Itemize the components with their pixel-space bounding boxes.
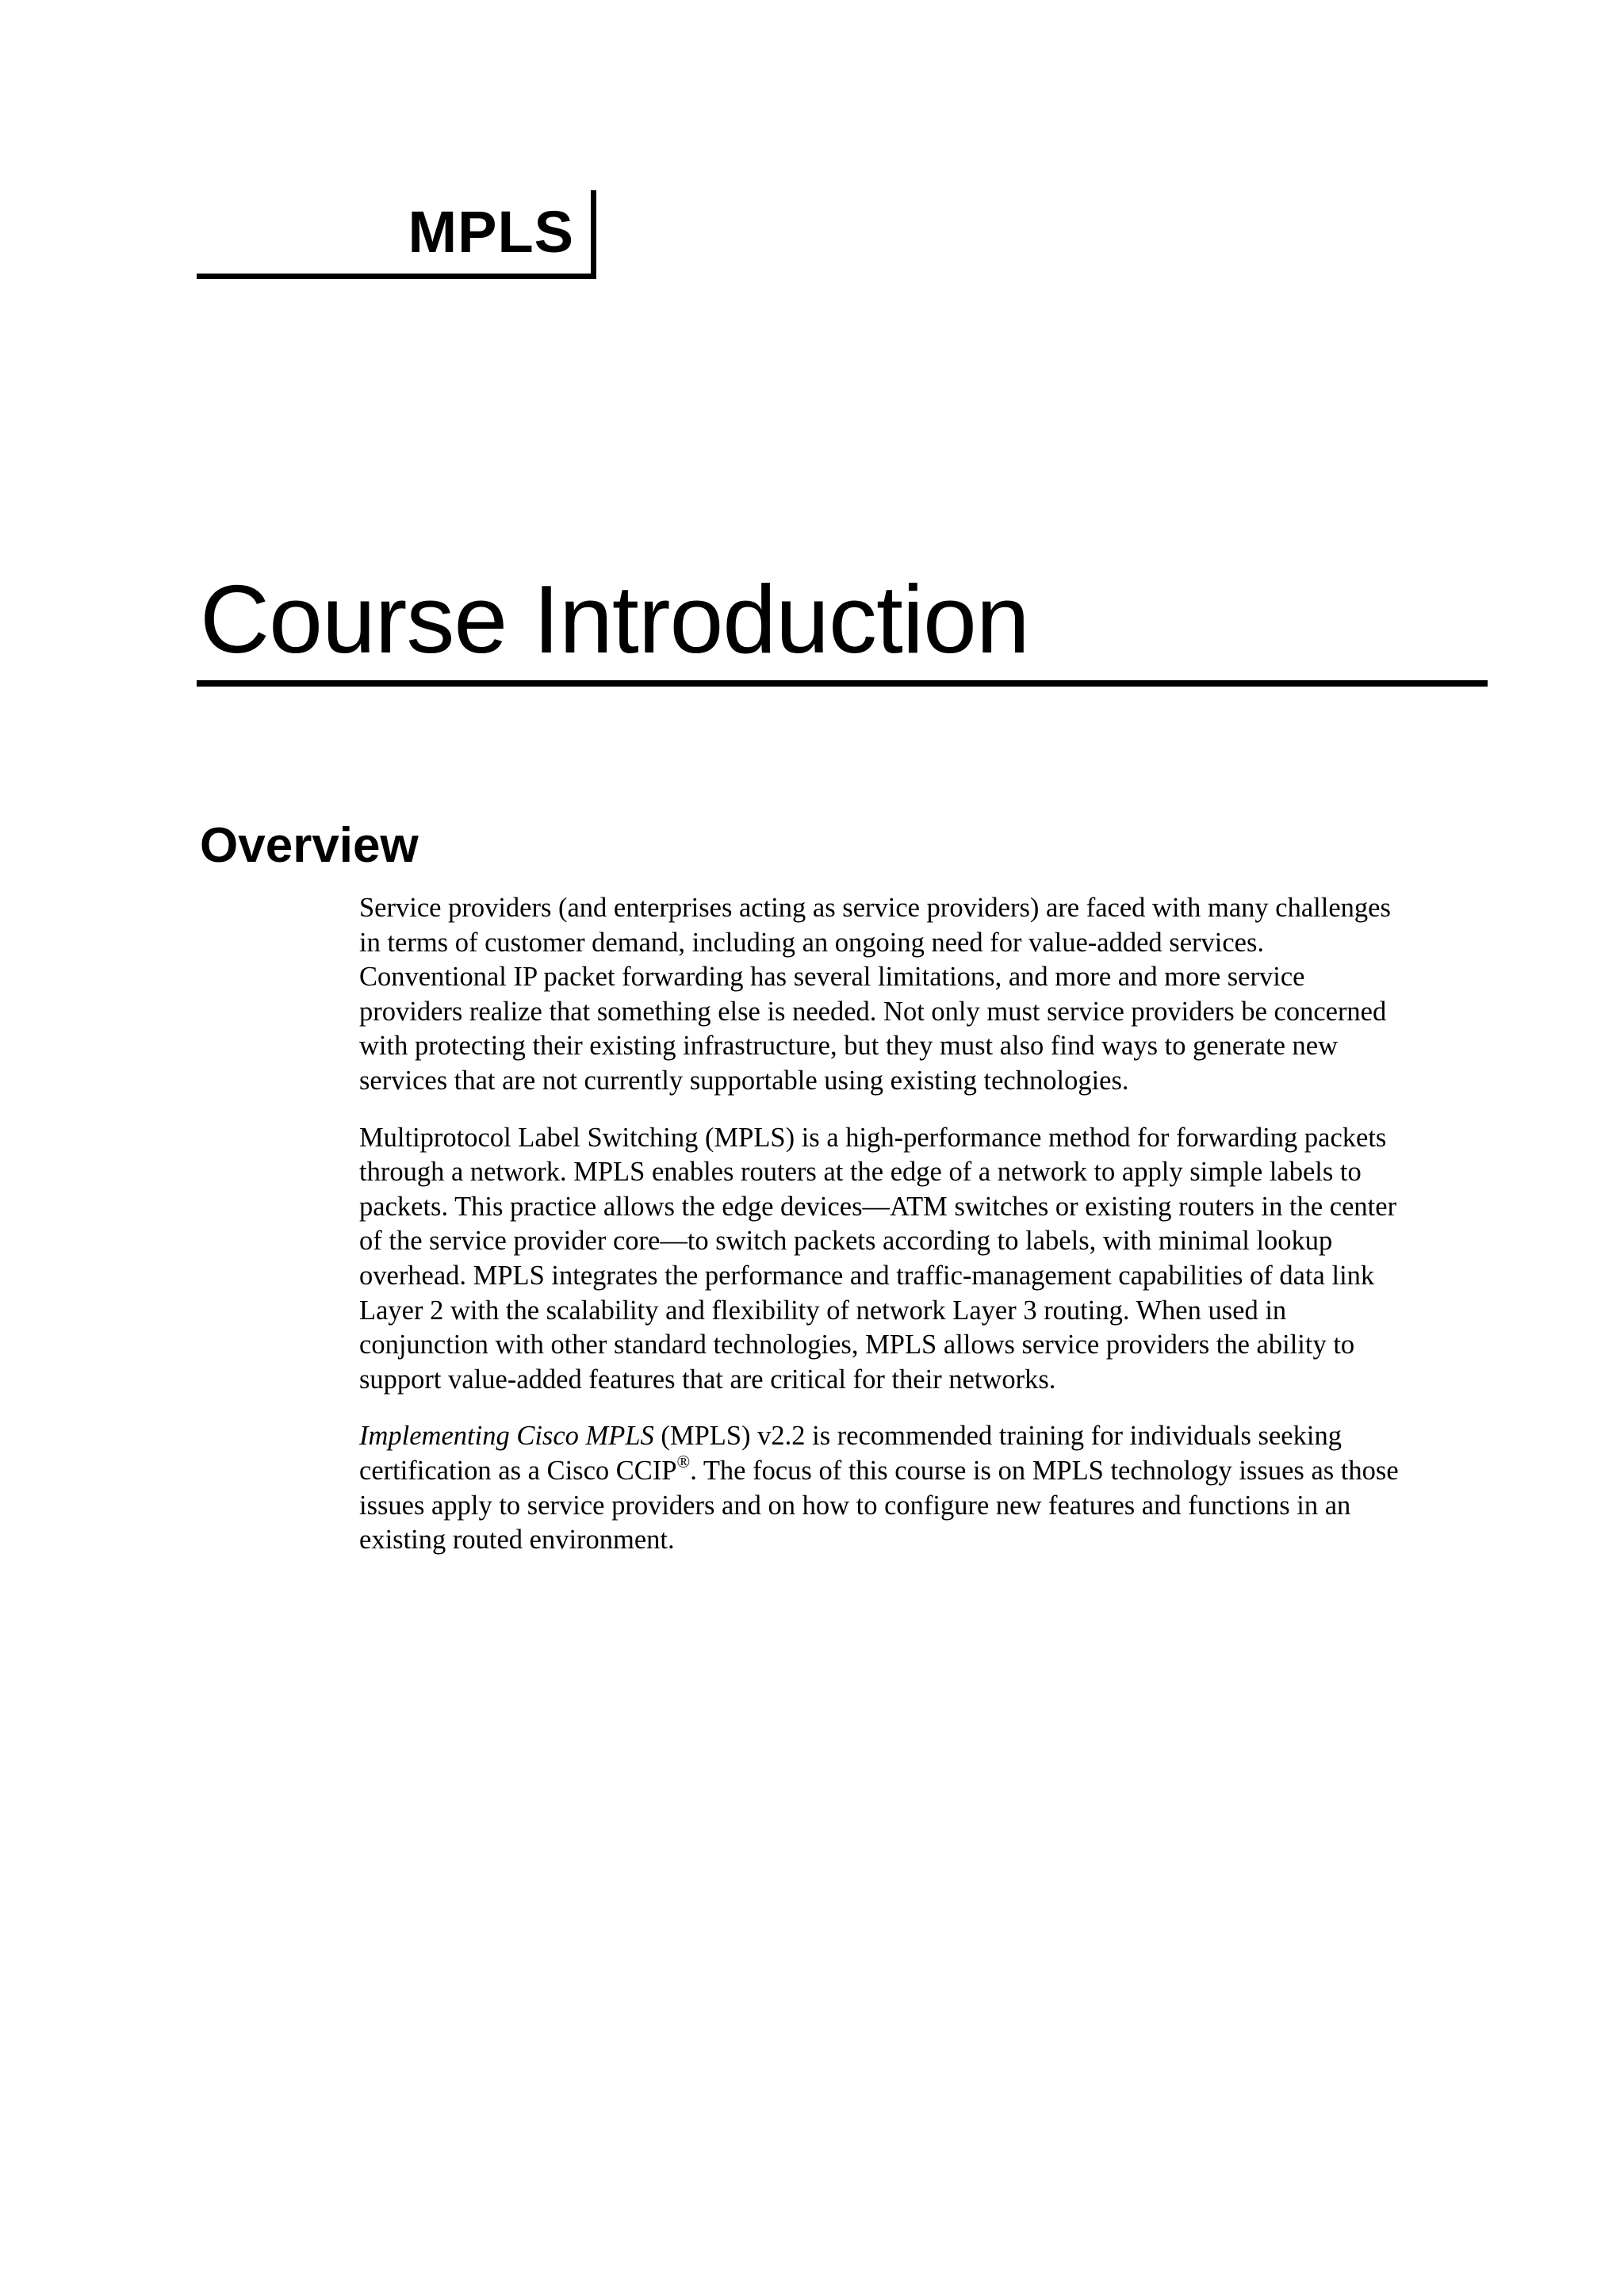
paragraph-2 (359, 1121, 1485, 1398)
text-run: (MPLS) v2.2 is recommended training for individuals seeking (653, 1421, 1342, 1452)
chapter-title-rule (197, 680, 1488, 687)
text-line: overhead. MPLS integrates the performance and traffic-management capabilities of data link (359, 1260, 1375, 1291)
text-run: certification as a Cisco CCIP (359, 1455, 677, 1486)
text-line: providers realize that something else is needed. Not only must service providers be concerned (359, 996, 1387, 1027)
text-run: . The focus of this course is on MPLS technology issues as those (690, 1455, 1399, 1486)
text-line: issues apply to service providers and on how to configure new features and functions in an (359, 1490, 1351, 1521)
text-line: through a network. MPLS enables routers at the edge of a network to apply simple labels to (359, 1157, 1362, 1188)
text-line: support value-added features that are critical for their networks. (359, 1364, 1056, 1395)
running-header-tab (197, 190, 596, 279)
section-heading: Overview (200, 818, 419, 873)
header-tab-vertical-rule (591, 190, 596, 279)
text-line: packets. This practice allows the edge devices—ATM switches or existing routers in the center (359, 1191, 1397, 1222)
text-line: services that are not currently supportable using existing technologies. (359, 1065, 1129, 1096)
text-line: Service providers (and enterprises acting as service providers) are faced with many challenges (359, 893, 1391, 923)
body-text (359, 891, 1485, 1580)
text-line: Conventional IP packet forwarding has several limitations, and more and more service (359, 962, 1305, 993)
text-line: Layer 2 with the scalability and flexibility of network Layer 3 routing. When used in (359, 1295, 1287, 1326)
chapter-title: Course Introduction (200, 565, 1029, 673)
header-tab-title: MPLS (408, 199, 574, 265)
text-line (359, 1454, 1485, 1489)
paragraph-3 (359, 1419, 1485, 1557)
text-line: existing routed environment. (359, 1525, 675, 1556)
text-line (359, 1419, 1485, 1454)
text-line: in terms of customer demand, including an ongoing need for value-added services. (359, 927, 1265, 958)
text-line: with protecting their existing infrastructure, but they must also find ways to generate new (359, 1031, 1339, 1062)
text-line: of the service provider core—to switch packets according to labels, with minimal lookup (359, 1226, 1333, 1257)
registered-mark: ® (676, 1452, 691, 1472)
course-title-italic: Implementing Cisco MPLS (359, 1421, 654, 1452)
paragraph-1 (359, 891, 1485, 1099)
header-tab-underline (197, 274, 596, 279)
text-line: Multiprotocol Label Switching (MPLS) is a high-performance method for forwarding packets (359, 1122, 1387, 1153)
text-line: conjunction with other standard technologies, MPLS allows service providers the ability to (359, 1330, 1355, 1360)
